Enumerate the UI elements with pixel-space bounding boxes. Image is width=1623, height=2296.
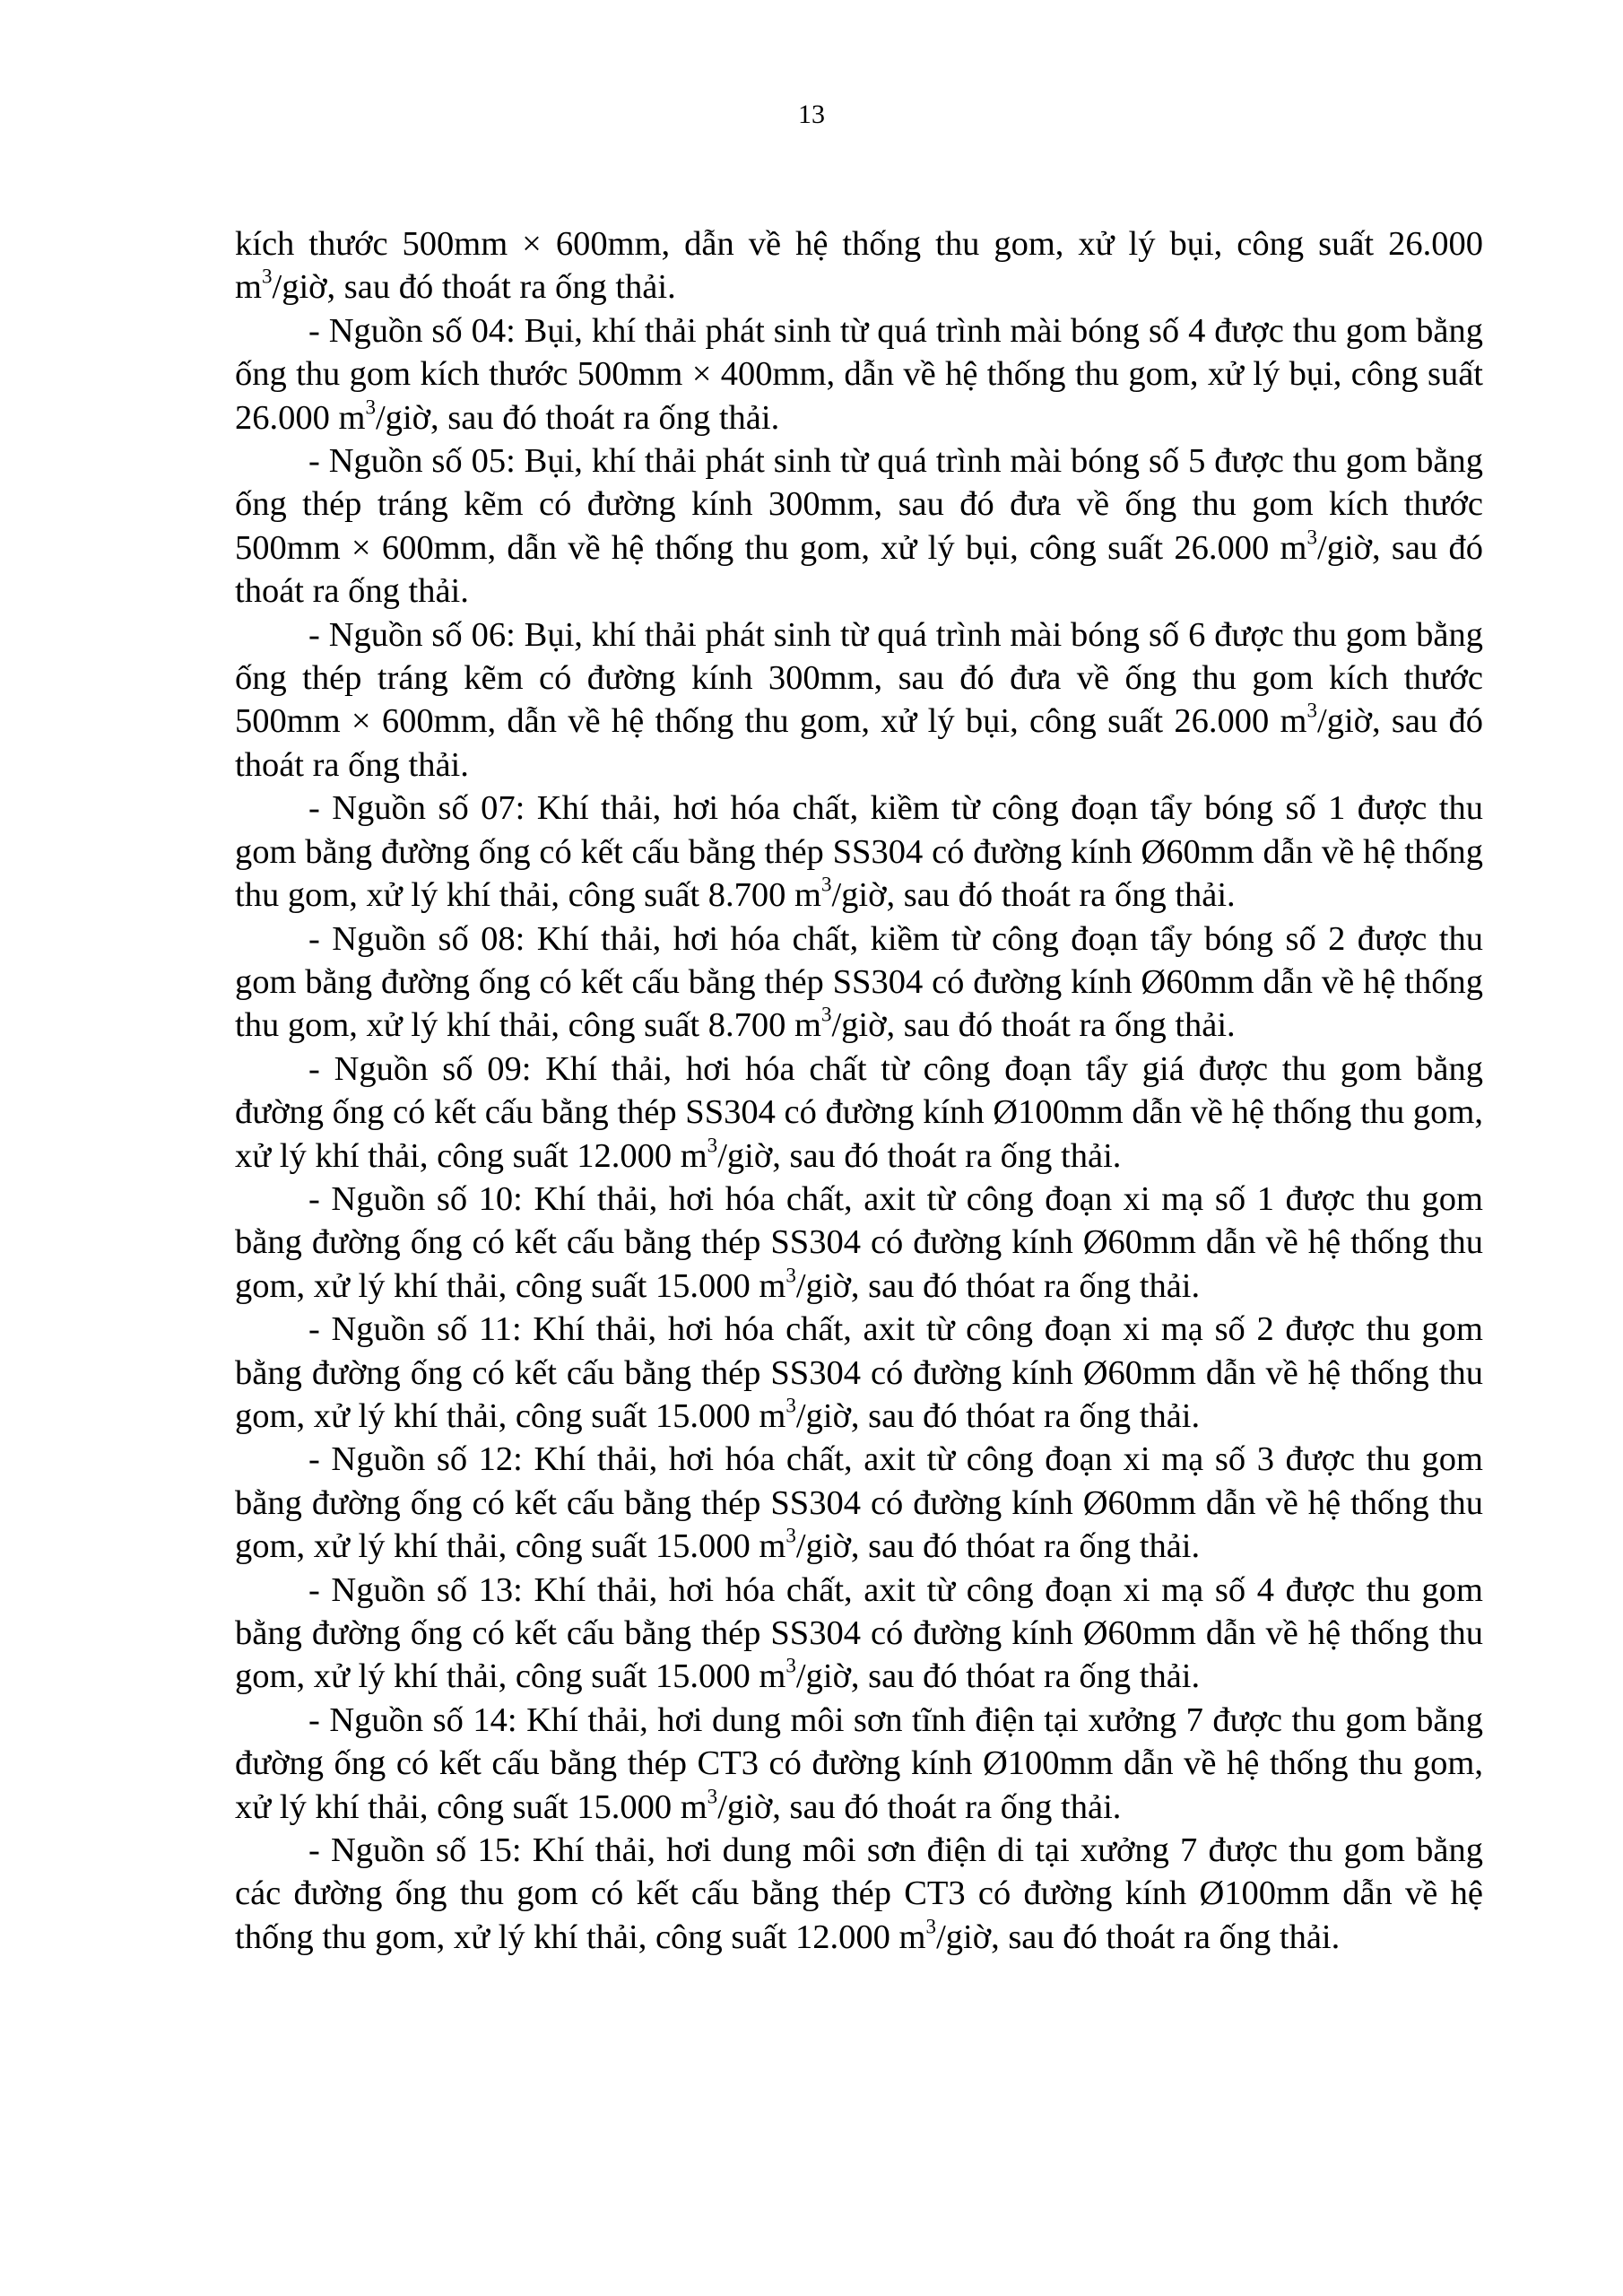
text-run: - Nguồn số 14: Khí thải, hơi dung môi sơn tĩnh điện tại xưởng 7 được thu gom bằng đường ống có kết cấu bằng thép CT3 có đường kính Ø100mm dẫn về hệ thống thu gom, xử lý khí thải, công suất 15.000 m [235,1700,1483,1826]
superscript: 3 [785,1523,796,1547]
text-run: /giờ, sau đó thoát ra ống thải. [936,1918,1341,1956]
text-run: /giờ, sau đó thoát ra ống thải. [831,1006,1236,1045]
text-run: - Nguồn số 04: Bụi, khí thải phát sinh từ quá trình mài bóng số 4 được thu gom bằng ống thu gom kích thước 500mm × 400mm, dẫn về hệ thống thu gom, xử lý bụi, công suất 26.000 m [235,311,1483,437]
superscript: 3 [785,1393,796,1417]
superscript: 3 [925,1914,937,1938]
text-run: - Nguồn số 10: Khí thải, hơi hóa chất, axit từ công đoạn xi mạ số 1 được thu gom bằng đường ống có kết cấu bằng thép SS304 có đường kính Ø60mm dẫn về hệ thống thu gom, xử lý khí thải, công suất 15.000 m [235,1179,1483,1305]
superscript: 3 [820,872,832,896]
paragraph [235,1438,1483,1568]
paragraph [235,1829,1483,1959]
superscript: 3 [1306,698,1318,722]
text-run: /giờ, sau đó thóat ra ống thải. [795,1657,1201,1696]
paragraph [235,222,1483,309]
superscript: 3 [707,1784,718,1807]
superscript: 3 [707,1132,718,1156]
page-number: 13 [798,100,825,129]
text-run: - Nguồn số 12: Khí thải, hơi hóa chất, axit từ công đoạn xi mạ số 3 được thu gom bằng đường ống có kết cấu bằng thép SS304 có đường kính Ø60mm dẫn về hệ thống thu gom, xử lý khí thải, công suất 15.000 m [235,1440,1483,1566]
document-body [235,222,1483,1959]
text-run: /giờ, sau đó thoát ra ống thải. [235,528,1484,611]
text-run: /giờ, sau đó thoát ra ống thải. [831,876,1236,915]
text-run: - Nguồn số 05: Bụi, khí thải phát sinh từ quá trình mài bóng số 5 được thu gom bằng ống thép tráng kẽm có đường kính 300mm, sau đó đưa về ống thu gom kích thước 500mm × 600mm, dẫn về hệ thống thu gom, xử lý bụi, công suất 26.000 m [235,442,1483,567]
paragraph [235,1699,1483,1829]
superscript: 3 [785,1653,796,1677]
superscript: 3 [365,395,376,418]
paragraph [235,1569,1483,1699]
text-run: - Nguồn số 11: Khí thải, hơi hóa chất, axit từ công đoạn xi mạ số 2 được thu gom bằng đường ống có kết cấu bằng thép SS304 có đường kính Ø60mm dẫn về hệ thống thu gom, xử lý khí thải, công suất 15.000 m [235,1310,1483,1435]
text-run: - Nguồn số 08: Khí thải, hơi hóa chất, kiềm từ công đoạn tẩy bóng số 2 được thu gom bằng đường ống có kết cấu bằng thép SS304 có đường kính Ø60mm dẫn về hệ thống thu gom, xử lý khí thải, công suất 8.700 m [235,919,1483,1045]
text-run: /giờ, sau đó thoát ra ống thải. [235,702,1484,784]
superscript: 3 [261,264,273,288]
text-run: /giờ, sau đó thóat ra ống thải. [795,1527,1201,1566]
paragraph [235,309,1483,439]
text-run: /giờ, sau đó thoát ra ống thải. [376,398,780,437]
paragraph [235,1178,1483,1308]
paragraph [235,1048,1483,1178]
text-run: /giờ, sau đó thoát ra ống thải. [717,1787,1122,1826]
text-run: - Nguồn số 07: Khí thải, hơi hóa chất, kiềm từ công đoạn tẩy bóng số 1 được thu gom bằng đường ống có kết cấu bằng thép SS304 có đường kính Ø60mm dẫn về hệ thống thu gom, xử lý khí thải, công suất 8.700 m [235,789,1483,915]
superscript: 3 [785,1263,796,1287]
paragraph [235,787,1483,917]
superscript: 3 [1306,525,1318,549]
paragraph [235,918,1483,1048]
text-run: kích thước 500mm × 600mm, dẫn về hệ thống thu gom, xử lý bụi, công suất 26.000 m [235,225,1483,307]
text-run: /giờ, sau đó thóat ra ống thải. [795,1266,1201,1305]
paragraph [235,1308,1483,1438]
text-run: /giờ, sau đó thóat ra ống thải. [795,1396,1201,1435]
superscript: 3 [820,1002,832,1026]
text-run: - Nguồn số 13: Khí thải, hơi hóa chất, axit từ công đoạn xi mạ số 4 được thu gom bằng đường ống có kết cấu bằng thép SS304 có đường kính Ø60mm dẫn về hệ thống thu gom, xử lý khí thải, công suất 15.000 m [235,1570,1483,1696]
text-run: /giờ, sau đó thoát ra ống thải. [717,1136,1122,1175]
paragraph [235,613,1483,787]
text-run: - Nguồn số 15: Khí thải, hơi dung môi sơn điện di tại xưởng 7 được thu gom bằng các đường ống thu gom có kết cấu bằng thép CT3 có đường kính Ø100mm dẫn về hệ thống thu gom, xử lý khí thải, công suất 12.000 m [235,1831,1483,1956]
text-run: /giờ, sau đó thoát ra ống thải. [272,268,676,307]
text-run: - Nguồn số 09: Khí thải, hơi hóa chất từ công đoạn tẩy giá được thu gom bằng đường ống có kết cấu bằng thép SS304 có đường kính Ø100mm dẫn về hệ thống thu gom, xử lý khí thải, công suất 12.000 m [235,1049,1483,1175]
text-run: - Nguồn số 06: Bụi, khí thải phát sinh từ quá trình mài bóng số 6 được thu gom bằng ống thép tráng kẽm có đường kính 300mm, sau đó đưa về ống thu gom kích thước 500mm × 600mm, dẫn về hệ thống thu gom, xử lý bụi, công suất 26.000 m [235,615,1483,741]
paragraph [235,439,1483,613]
